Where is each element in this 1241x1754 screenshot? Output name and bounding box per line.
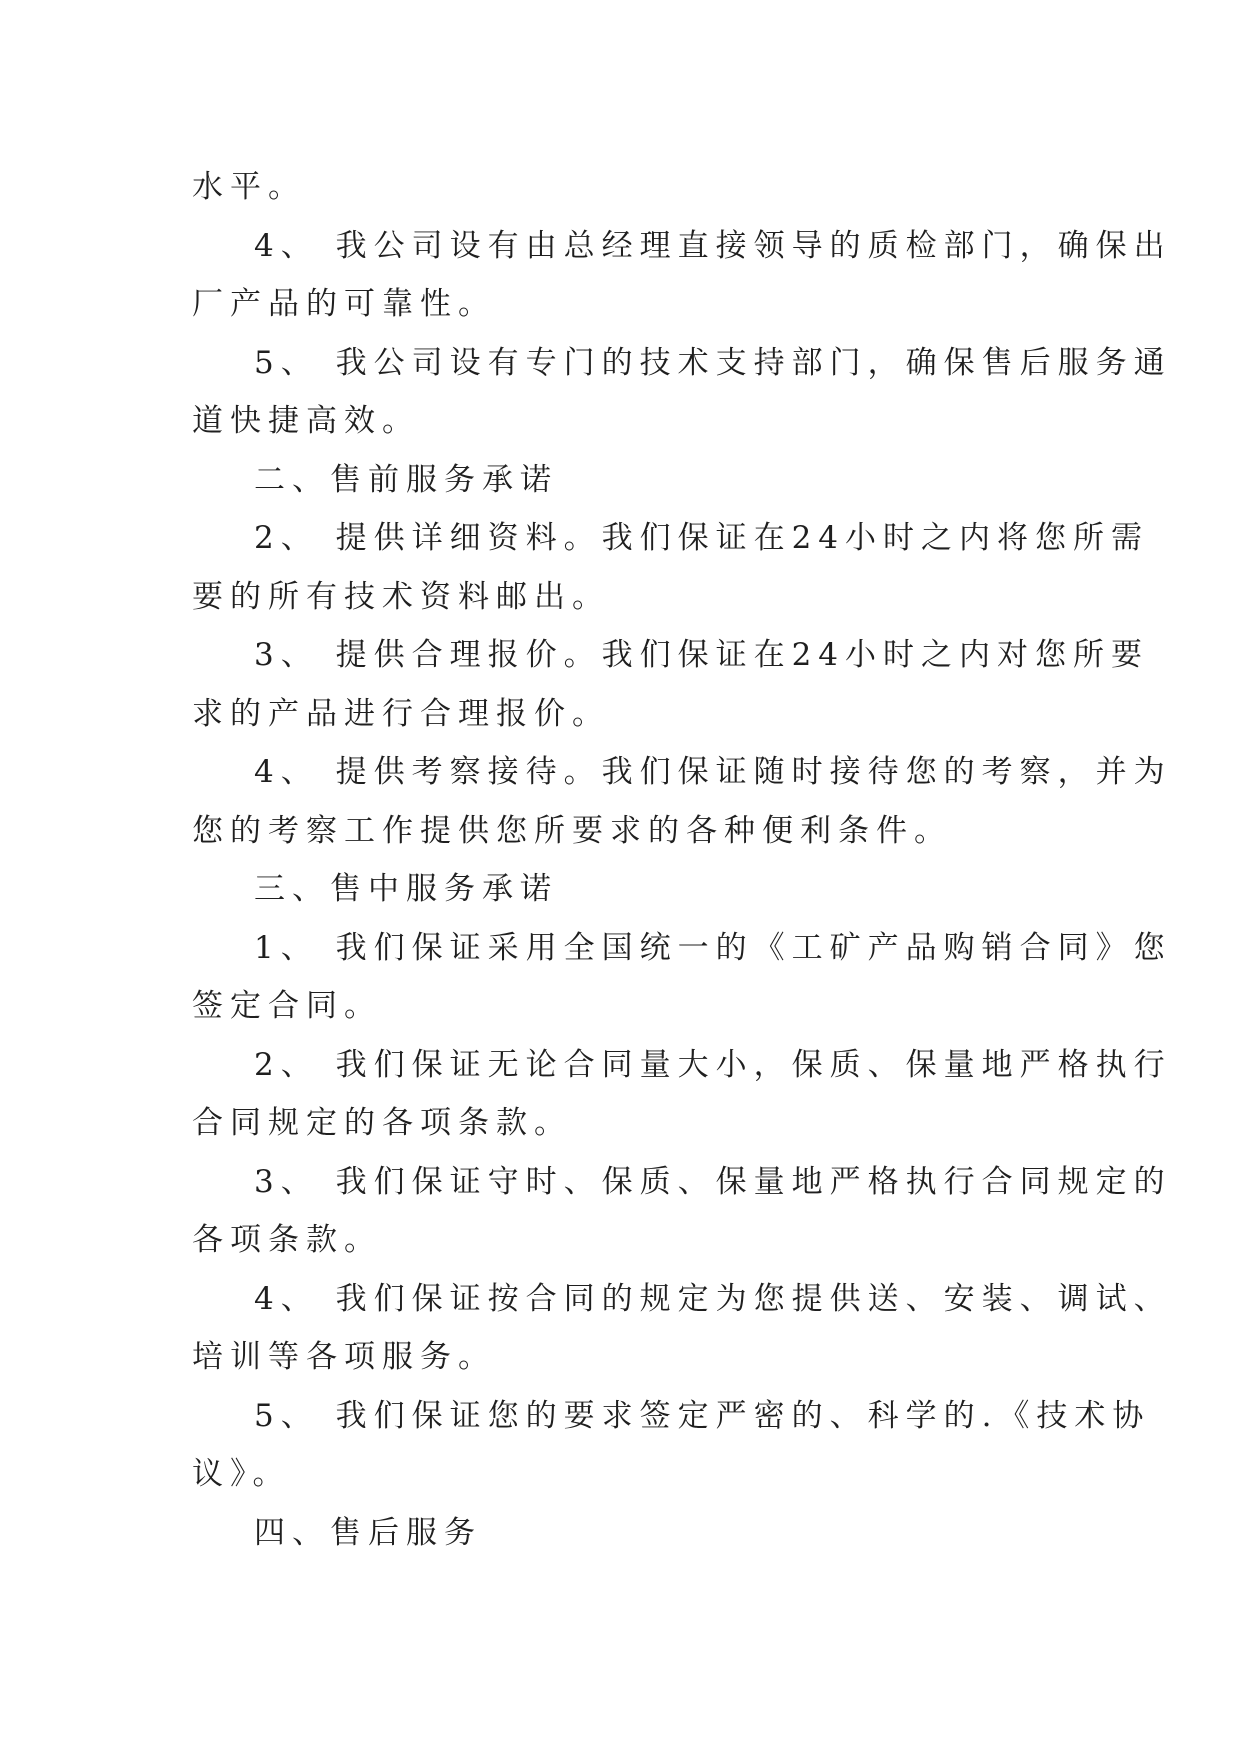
- document-body: [192, 158, 1172, 1562]
- text-line: 3、 我们保证守时、保质、保量地严格执行合同规定的: [254, 1163, 1172, 1200]
- text-line: 签定合同。: [192, 988, 382, 1024]
- text-line: 4、 我公司设有由总经理直接领导的质检部门，确保出: [254, 227, 1172, 264]
- section-heading: 二、售前服务承诺: [254, 461, 558, 498]
- text-line: 5、 我们保证您的要求签定严密的、科学的.《技术协: [254, 1397, 1151, 1434]
- text-line: 4、 提供考察接待。我们保证随时接待您的考察，并为: [254, 754, 1172, 790]
- text-line: 5、 我公司设有专门的技术支持部门，确保售后服务通: [254, 344, 1172, 381]
- text-line: 道快捷高效。: [192, 403, 420, 439]
- text-line: 培训等各项服务。: [192, 1339, 496, 1375]
- text-line: 水平。: [192, 169, 306, 205]
- text-line: 要的所有技术资料邮出。: [192, 578, 610, 615]
- text-line: 各项条款。: [192, 1222, 382, 1258]
- text-line: 议》。: [192, 1456, 291, 1492]
- text-line: 2、 我们保证无论合同量大小，保质、保量地严格执行: [254, 1046, 1172, 1083]
- text-line: 2、 提供详细资料。我们保证在24小时之内将您所需: [254, 520, 1150, 556]
- section-heading: 三、售中服务承诺: [254, 871, 558, 907]
- section-heading: 四、售后服务: [254, 1514, 482, 1551]
- text-line: 厂产品的可靠性。: [192, 286, 496, 322]
- text-line: 求的产品进行合理报价。: [192, 695, 610, 732]
- text-line: 合同规定的各项条款。: [192, 1105, 572, 1141]
- text-line: 1、 我们保证采用全国统一的《工矿产品购销合同》您: [254, 929, 1172, 966]
- text-line: 您的考察工作提供您所要求的各种便利条件。: [192, 812, 952, 849]
- text-line: 3、 提供合理报价。我们保证在24小时之内对您所要: [254, 637, 1150, 673]
- text-line: 4、 我们保证按合同的规定为您提供送、安装、调试、: [254, 1280, 1172, 1317]
